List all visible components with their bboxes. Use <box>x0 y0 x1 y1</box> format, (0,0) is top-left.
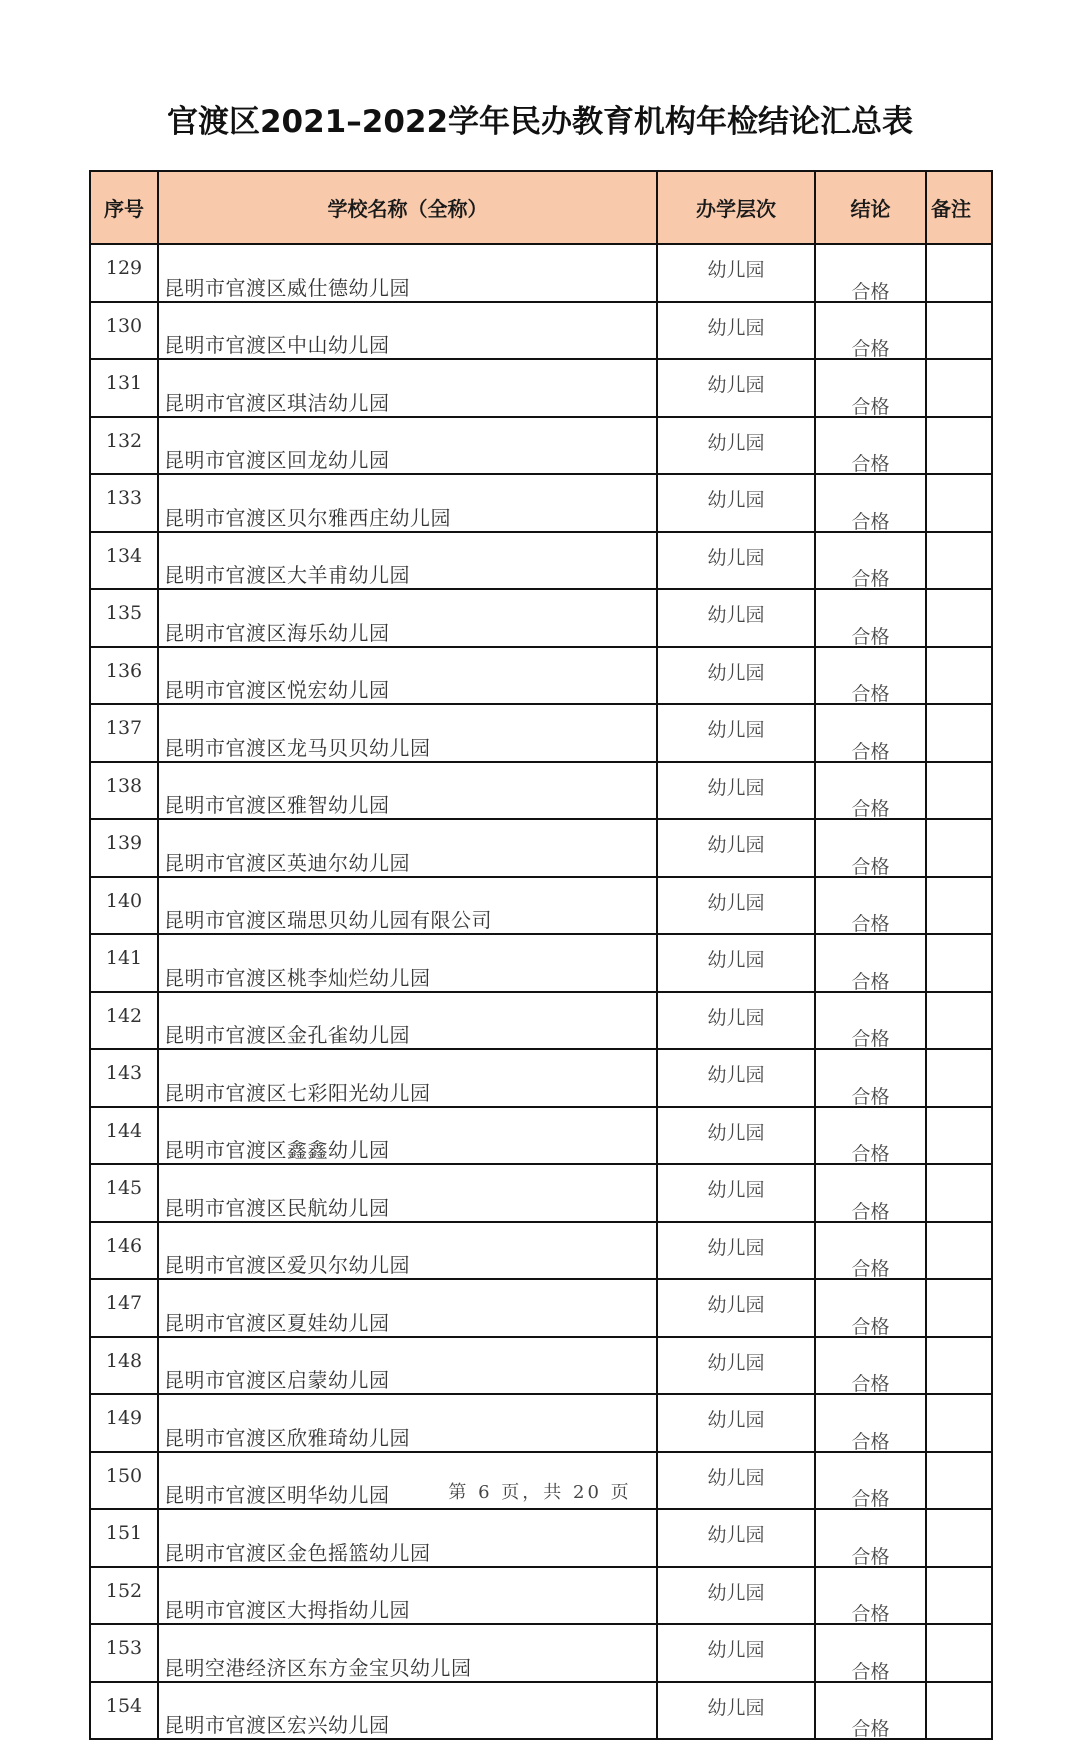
education-level: 幼儿园 <box>707 316 765 339</box>
serial-number-cell: 137 <box>90 704 158 762</box>
remarks-cell <box>926 877 992 935</box>
school-name: 昆明市官渡区民航幼儿园 <box>164 1195 390 1220</box>
school-name: 昆明市官渡区海乐幼儿园 <box>164 620 390 645</box>
table-row <box>90 1279 992 1337</box>
education-level-cell <box>657 1107 815 1165</box>
school-name: 昆明市官渡区金孔雀幼儿园 <box>164 1023 410 1047</box>
header-conclusion: 结论 <box>815 171 926 244</box>
school-name-cell <box>158 532 657 590</box>
education-level: 幼儿园 <box>707 1524 765 1546</box>
education-level: 幼儿园 <box>707 489 765 511</box>
education-level-cell <box>657 474 815 532</box>
conclusion: 合格 <box>851 568 890 589</box>
table-row <box>90 1164 992 1222</box>
serial-number-cell: 133 <box>90 474 158 532</box>
header-remarks: 备注 <box>926 171 992 244</box>
serial-number-cell: 131 <box>90 359 158 417</box>
education-level: 幼儿园 <box>707 1006 765 1029</box>
table-row <box>90 1049 992 1107</box>
serial-number-cell: 148 <box>90 1337 158 1395</box>
serial-number-cell: 138 <box>90 762 158 820</box>
education-level-cell <box>657 1394 815 1452</box>
education-level-cell <box>657 819 815 877</box>
school-name-cell <box>158 762 657 820</box>
education-level-cell <box>657 417 815 475</box>
conclusion: 合格 <box>851 740 890 762</box>
conclusion: 合格 <box>851 1200 890 1222</box>
education-level: 幼儿园 <box>707 1294 765 1316</box>
serial-number-cell: 143 <box>90 1049 158 1107</box>
table-row <box>90 302 992 360</box>
conclusion-cell <box>815 1567 926 1625</box>
conclusion: 合格 <box>851 1545 890 1567</box>
page-footer: 第 6 页，共 20 页 <box>448 1482 632 1503</box>
remarks-cell <box>926 762 992 820</box>
table-row <box>90 532 992 590</box>
education-level: 幼儿园 <box>707 431 765 454</box>
school-name: 昆明市官渡区明华幼儿园 <box>164 1483 390 1507</box>
remarks-cell <box>926 474 992 532</box>
education-level: 幼儿园 <box>707 776 765 799</box>
serial-number-cell: 142 <box>90 992 158 1050</box>
education-level-cell <box>657 1509 815 1567</box>
education-level-cell <box>657 647 815 705</box>
education-level-cell <box>657 934 815 992</box>
education-level-cell <box>657 992 815 1050</box>
conclusion: 合格 <box>851 798 890 819</box>
education-level: 幼儿园 <box>707 661 765 684</box>
education-level-cell <box>657 704 815 762</box>
school-name: 昆明市官渡区桃李灿烂幼儿园 <box>164 965 431 990</box>
school-name-cell <box>158 1567 657 1625</box>
remarks-cell <box>926 1279 992 1337</box>
remarks-cell <box>926 417 992 475</box>
school-name-cell <box>158 1279 657 1337</box>
education-level: 幼儿园 <box>707 891 765 914</box>
conclusion: 合格 <box>851 338 890 359</box>
serial-number-cell: 154 <box>90 1682 158 1740</box>
header-serial-number: 序号 <box>90 171 158 244</box>
remarks-cell <box>926 934 992 992</box>
school-name: 昆明市官渡区琪洁幼儿园 <box>164 390 390 415</box>
conclusion: 合格 <box>851 1373 890 1394</box>
conclusion: 合格 <box>851 1028 890 1049</box>
conclusion-cell <box>815 589 926 647</box>
education-level: 幼儿园 <box>707 834 765 856</box>
school-name-cell <box>158 1682 657 1740</box>
conclusion-cell <box>815 1049 926 1107</box>
education-level: 幼儿园 <box>707 1581 765 1604</box>
school-name: 昆明市官渡区爱贝尔幼儿园 <box>164 1253 410 1277</box>
education-level-cell <box>657 1624 815 1682</box>
school-name: 昆明市官渡区大拇指幼儿园 <box>164 1598 410 1622</box>
education-level: 幼儿园 <box>707 719 765 741</box>
school-name-cell <box>158 302 657 360</box>
conclusion: 合格 <box>851 913 890 934</box>
remarks-cell <box>926 1222 992 1280</box>
school-name: 昆明市官渡区宏兴幼儿园 <box>164 1713 390 1737</box>
education-level: 幼儿园 <box>707 1179 765 1201</box>
serial-number-cell: 134 <box>90 532 158 590</box>
serial-number-cell: 152 <box>90 1567 158 1625</box>
remarks-cell <box>926 1049 992 1107</box>
education-level-cell <box>657 1222 815 1280</box>
conclusion-cell <box>815 302 926 360</box>
serial-number-cell: 141 <box>90 934 158 992</box>
remarks-cell <box>926 1337 992 1395</box>
school-name-cell <box>158 1049 657 1107</box>
conclusion: 合格 <box>851 1085 890 1107</box>
school-name-cell <box>158 1509 657 1567</box>
education-level-cell <box>657 359 815 417</box>
school-name: 昆明市官渡区欣雅琦幼儿园 <box>164 1425 410 1450</box>
education-level: 幼儿园 <box>707 949 765 971</box>
serial-number-cell: 135 <box>90 589 158 647</box>
education-level-cell <box>657 1682 815 1740</box>
table-row <box>90 1624 992 1682</box>
school-name-cell <box>158 819 657 877</box>
conclusion-cell <box>815 1279 926 1337</box>
conclusion-cell <box>815 359 926 417</box>
conclusion: 合格 <box>851 1488 890 1509</box>
table-row <box>90 762 992 820</box>
conclusion-cell <box>815 762 926 820</box>
table-row <box>90 1222 992 1280</box>
education-level-cell <box>657 302 815 360</box>
table-row <box>90 589 992 647</box>
table-row <box>90 934 992 992</box>
table-row <box>90 359 992 417</box>
serial-number-cell: 147 <box>90 1279 158 1337</box>
serial-number-cell: 139 <box>90 819 158 877</box>
education-level-cell <box>657 762 815 820</box>
serial-number-cell: 130 <box>90 302 158 360</box>
conclusion-cell <box>815 1509 926 1567</box>
school-name: 昆明市官渡区金色摇篮幼儿园 <box>164 1540 431 1565</box>
education-level: 幼儿园 <box>707 1639 765 1661</box>
remarks-cell <box>926 1394 992 1452</box>
table-header-row <box>90 171 992 244</box>
table-row <box>90 1509 992 1567</box>
table-row <box>90 1567 992 1625</box>
conclusion: 合格 <box>851 453 890 474</box>
remarks-cell <box>926 647 992 705</box>
conclusion-cell <box>815 1337 926 1395</box>
remarks-cell <box>926 359 992 417</box>
conclusion: 合格 <box>851 1258 890 1279</box>
school-name-cell <box>158 704 657 762</box>
conclusion: 合格 <box>851 1718 890 1739</box>
remarks-cell <box>926 704 992 762</box>
table-row <box>90 244 992 302</box>
table-row <box>90 1682 992 1740</box>
remarks-cell <box>926 1509 992 1567</box>
remarks-cell <box>926 1624 992 1682</box>
education-level-cell <box>657 1567 815 1625</box>
conclusion: 合格 <box>851 1143 890 1164</box>
serial-number-cell: 151 <box>90 1509 158 1567</box>
conclusion: 合格 <box>851 510 890 532</box>
school-name: 昆明市官渡区夏娃幼儿园 <box>164 1310 390 1335</box>
remarks-cell <box>926 244 992 302</box>
education-level-cell <box>657 1164 815 1222</box>
conclusion: 合格 <box>851 1315 890 1337</box>
conclusion-cell <box>815 647 926 705</box>
school-name-cell <box>158 244 657 302</box>
conclusion-cell <box>815 1624 926 1682</box>
serial-number-cell: 129 <box>90 244 158 302</box>
header-school-name: 学校名称（全称） <box>158 171 657 244</box>
table-row <box>90 417 992 475</box>
school-name-cell <box>158 1164 657 1222</box>
table-row <box>90 1107 992 1165</box>
school-name-cell <box>158 1624 657 1682</box>
header-education-level: 办学层次 <box>657 171 815 244</box>
conclusion-cell <box>815 877 926 935</box>
education-level-cell <box>657 1279 815 1337</box>
education-level-cell <box>657 244 815 302</box>
table-row <box>90 647 992 705</box>
conclusion-cell <box>815 1164 926 1222</box>
remarks-cell <box>926 1107 992 1165</box>
conclusion: 合格 <box>851 280 890 302</box>
school-name-cell <box>158 1394 657 1452</box>
conclusion-cell <box>815 704 926 762</box>
education-level-cell <box>657 589 815 647</box>
conclusion: 合格 <box>851 625 890 647</box>
school-name: 昆明空港经济区东方金宝贝幼儿园 <box>164 1655 472 1680</box>
school-name: 昆明市官渡区龙马贝贝幼儿园 <box>164 735 431 760</box>
education-level-cell <box>657 532 815 590</box>
serial-number-cell: 132 <box>90 417 158 475</box>
school-name: 昆明市官渡区七彩阳光幼儿园 <box>164 1080 431 1105</box>
table-row <box>90 877 992 935</box>
remarks-cell <box>926 992 992 1050</box>
education-level: 幼儿园 <box>707 1121 765 1144</box>
education-level: 幼儿园 <box>707 1236 765 1259</box>
table-row <box>90 819 992 877</box>
table-row <box>90 992 992 1050</box>
remarks-cell <box>926 1567 992 1625</box>
table-row <box>90 474 992 532</box>
remarks-cell <box>926 1682 992 1740</box>
school-name: 昆明市官渡区鑫鑫幼儿园 <box>164 1138 390 1162</box>
serial-number-cell: 140 <box>90 877 158 935</box>
school-name: 昆明市官渡区贝尔雅西庄幼儿园 <box>164 505 451 530</box>
document-title: 官渡区2021–2022学年民办教育机构年检结论汇总表 <box>166 104 914 140</box>
conclusion-cell <box>815 244 926 302</box>
school-name: 昆明市官渡区中山幼儿园 <box>164 333 390 357</box>
serial-number-cell: 146 <box>90 1222 158 1280</box>
school-name: 昆明市官渡区大羊甫幼儿园 <box>164 563 410 587</box>
conclusion: 合格 <box>851 1430 890 1452</box>
remarks-cell <box>926 532 992 590</box>
conclusion: 合格 <box>851 855 890 877</box>
education-level: 幼儿园 <box>707 604 765 626</box>
school-name: 昆明市官渡区英迪尔幼儿园 <box>164 850 410 875</box>
conclusion-cell <box>815 532 926 590</box>
school-name-cell <box>158 589 657 647</box>
conclusion-cell <box>815 819 926 877</box>
conclusion-cell <box>815 474 926 532</box>
conclusion-cell <box>815 1222 926 1280</box>
education-level-cell <box>657 877 815 935</box>
serial-number-cell: 144 <box>90 1107 158 1165</box>
conclusion: 合格 <box>851 970 890 992</box>
education-level: 幼儿园 <box>707 1696 765 1719</box>
education-level-cell <box>657 1337 815 1395</box>
school-name-cell <box>158 1107 657 1165</box>
school-name: 昆明市官渡区雅智幼儿园 <box>164 793 390 817</box>
school-name: 昆明市官渡区回龙幼儿园 <box>164 448 390 472</box>
conclusion: 合格 <box>851 683 890 704</box>
remarks-cell <box>926 819 992 877</box>
summary-table <box>89 170 993 1740</box>
serial-number-cell: 145 <box>90 1164 158 1222</box>
conclusion-cell <box>815 992 926 1050</box>
school-name-cell <box>158 1222 657 1280</box>
table-row <box>90 1337 992 1395</box>
education-level-cell <box>657 1049 815 1107</box>
education-level: 幼儿园 <box>707 1351 765 1374</box>
remarks-cell <box>926 589 992 647</box>
conclusion-cell <box>815 1107 926 1165</box>
school-name: 昆明市官渡区瑞思贝幼儿园有限公司 <box>164 908 492 932</box>
conclusion: 合格 <box>851 1603 890 1624</box>
conclusion-cell <box>815 1682 926 1740</box>
school-name-cell <box>158 1337 657 1395</box>
school-name-cell <box>158 417 657 475</box>
education-level: 幼儿园 <box>707 1064 765 1086</box>
school-name-cell <box>158 992 657 1050</box>
conclusion-cell <box>815 417 926 475</box>
conclusion: 合格 <box>851 1660 890 1682</box>
serial-number-cell: 153 <box>90 1624 158 1682</box>
remarks-cell <box>926 302 992 360</box>
school-name-cell <box>158 359 657 417</box>
conclusion: 合格 <box>851 395 890 417</box>
school-name-cell <box>158 474 657 532</box>
serial-number-cell: 136 <box>90 647 158 705</box>
education-level: 幼儿园 <box>707 546 765 569</box>
school-name: 昆明市官渡区启蒙幼儿园 <box>164 1368 390 1392</box>
remarks-cell <box>926 1164 992 1222</box>
school-name: 昆明市官渡区悦宏幼儿园 <box>164 678 390 702</box>
school-name: 昆明市官渡区威仕德幼儿园 <box>164 275 410 300</box>
education-level: 幼儿园 <box>707 1409 765 1431</box>
school-name-cell <box>158 647 657 705</box>
education-level: 幼儿园 <box>707 1466 765 1489</box>
school-name-cell <box>158 877 657 935</box>
school-name-cell <box>158 934 657 992</box>
table-row <box>90 1394 992 1452</box>
conclusion-cell <box>815 934 926 992</box>
serial-number-cell: 150 <box>90 1452 158 1510</box>
table-row <box>90 704 992 762</box>
education-level: 幼儿园 <box>707 374 765 396</box>
serial-number-cell: 149 <box>90 1394 158 1452</box>
conclusion-cell <box>815 1394 926 1452</box>
education-level: 幼儿园 <box>707 259 765 281</box>
